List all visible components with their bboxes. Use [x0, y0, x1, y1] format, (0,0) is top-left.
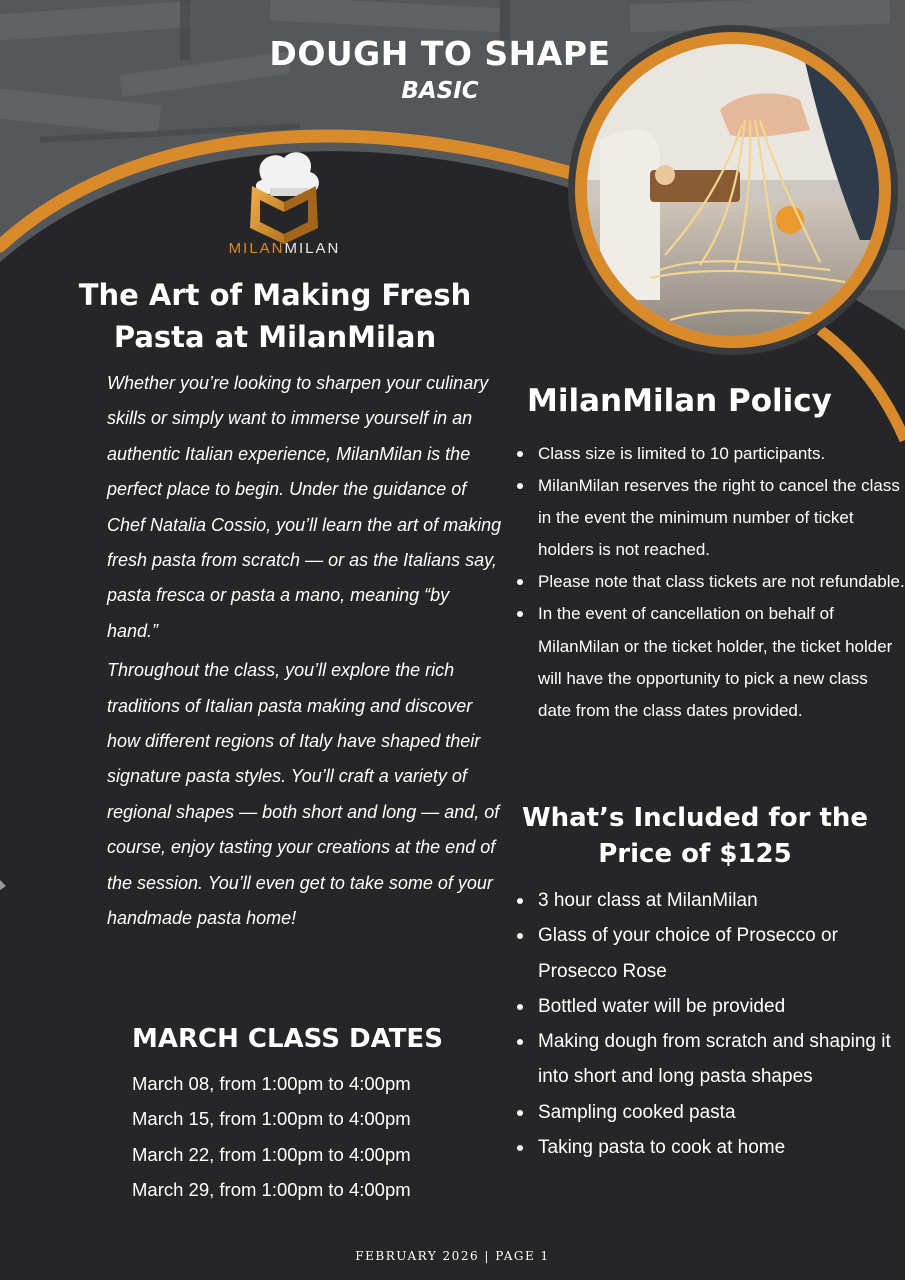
- article-paragraph-1: Whether you’re looking to sharpen your culinary skills or simply want to immerse yourself in an authentic Italian experience, MilanMilan is the perfect place to begin. Under the guidance of Chef Natalia Cossio, you’ll learn the art of making fresh pasta from scratch — or as the Italians say, pasta fresca or pasta a mano, meaning “by hand.”: [107, 373, 502, 641]
- class-date: March 15, from 1:00pm to 4:00pm: [132, 1108, 411, 1130]
- class-date: March 29, from 1:00pm to 4:00pm: [132, 1178, 411, 1200]
- policy-item: MilanMilan reserves the right to cancel the class in the event the minimum number of ticket holders is not reached.: [516, 470, 905, 566]
- included-item: Making dough from scratch and shaping it into short and long pasta shapes: [516, 1024, 905, 1095]
- included-item: Sampling cooked pasta: [516, 1095, 905, 1130]
- policy-item: Please note that class tickets are not refundable.: [516, 566, 905, 598]
- policy-list: [516, 438, 905, 727]
- brand-part-2: MILAN: [284, 240, 341, 257]
- article-body: [107, 366, 502, 941]
- included-heading: What’s Included for the Price of $125: [521, 803, 869, 869]
- page-subtitle: BASIC: [401, 78, 479, 104]
- included-item: Glass of your choice of Prosecco or Prosecco Rose: [516, 918, 905, 989]
- page-title: DOUGH TO SHAPE: [269, 34, 611, 73]
- article-paragraph-2: Throughout the class, you’ll explore the rich traditions of Italian pasta making and discover how different regions of Italy have shaped their signature pasta styles. You’ll craft a variety of regional shapes — both short and long — and, of course, enjoy tasting your creations at the end of the session. You’ll even get to take some of your handmade pasta home!: [107, 660, 500, 929]
- article-heading: The Art of Making Fresh Pasta at MilanMilan: [78, 278, 472, 354]
- page-footer: FEBRUARY 2026 | PAGE 1: [355, 1249, 550, 1263]
- included-item: 3 hour class at MilanMilan: [516, 883, 905, 918]
- class-dates-heading: MARCH CLASS DATES: [132, 1024, 443, 1054]
- policy-item: Class size is limited to 10 participants.: [516, 438, 905, 470]
- class-dates-list: [132, 1066, 411, 1207]
- brand-wordmark: [212, 240, 357, 257]
- policy-item: In the event of cancellation on behalf of MilanMilan or the ticket holder, the ticket holder will have the opportunity to pick a new class date from the class dates provided.: [516, 598, 905, 726]
- included-item: Bottled water will be provided: [516, 989, 905, 1024]
- policy-heading: MilanMilan Policy: [527, 383, 832, 419]
- included-list: [516, 883, 905, 1165]
- brand-part-1: MILAN: [228, 240, 285, 257]
- class-date: March 08, from 1:00pm to 4:00pm: [132, 1073, 411, 1094]
- class-date: March 22, from 1:00pm to 4:00pm: [132, 1143, 411, 1165]
- included-item: Taking pasta to cook at home: [516, 1130, 905, 1165]
